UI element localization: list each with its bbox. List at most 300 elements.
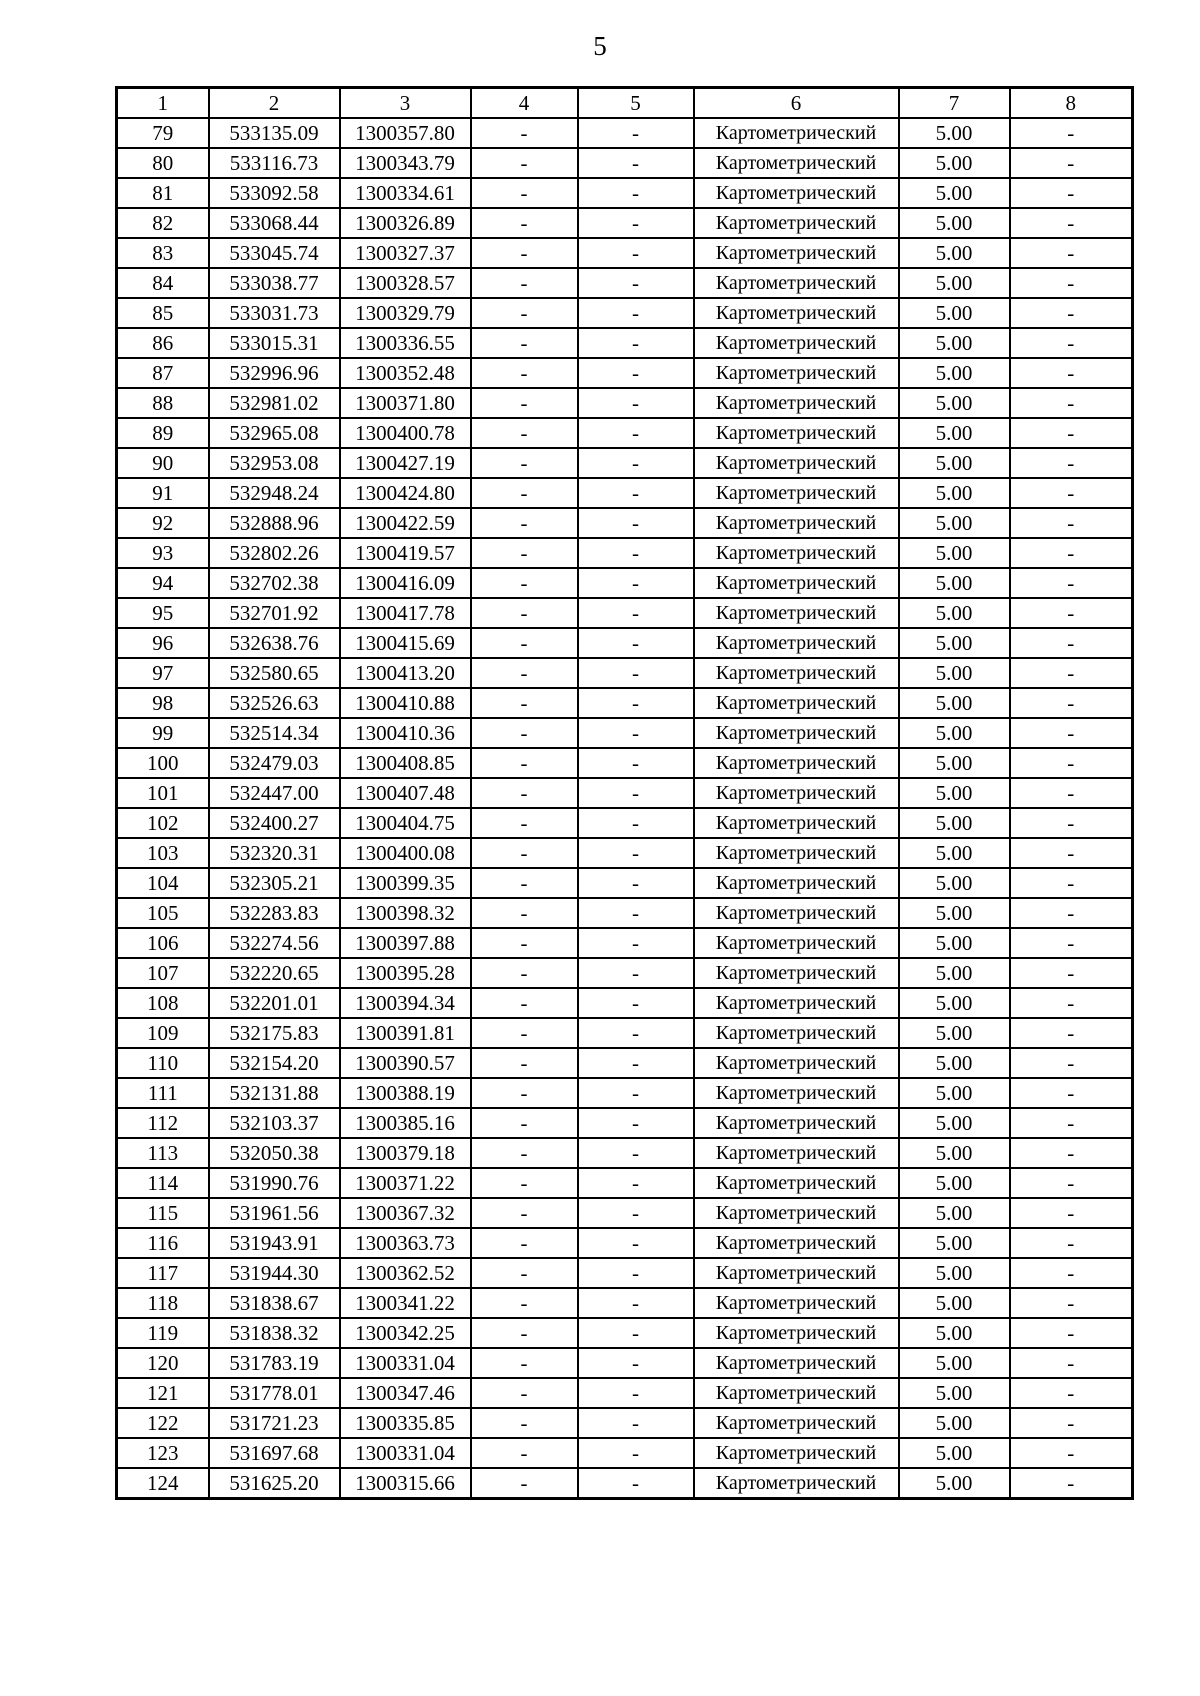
table-row bbox=[117, 1228, 1133, 1258]
cell-accuracy: 5.00 bbox=[899, 1168, 1010, 1198]
cell-col-5: - bbox=[578, 1108, 694, 1138]
cell-point-number: 95 bbox=[117, 598, 209, 628]
cell-point-number: 84 bbox=[117, 268, 209, 298]
cell-coord-x: 531778.01 bbox=[209, 1378, 340, 1408]
cell-accuracy: 5.00 bbox=[899, 298, 1010, 328]
table-row bbox=[117, 658, 1133, 688]
cell-coord-x: 532154.20 bbox=[209, 1048, 340, 1078]
table-row bbox=[117, 238, 1133, 268]
cell-coord-x: 533116.73 bbox=[209, 148, 340, 178]
cell-col-8: - bbox=[1010, 328, 1133, 358]
cell-accuracy: 5.00 bbox=[899, 1468, 1010, 1499]
cell-coord-y: 1300400.78 bbox=[340, 418, 471, 448]
cell-method: Картометрический bbox=[694, 1258, 899, 1288]
cell-coord-x: 531838.32 bbox=[209, 1318, 340, 1348]
table-row bbox=[117, 748, 1133, 778]
cell-point-number: 80 bbox=[117, 148, 209, 178]
column-header: 8 bbox=[1010, 88, 1133, 119]
cell-col-5: - bbox=[578, 238, 694, 268]
cell-point-number: 97 bbox=[117, 658, 209, 688]
cell-col-5: - bbox=[578, 478, 694, 508]
table-row bbox=[117, 1438, 1133, 1468]
cell-col-5: - bbox=[578, 1348, 694, 1378]
cell-point-number: 122 bbox=[117, 1408, 209, 1438]
cell-coord-y: 1300390.57 bbox=[340, 1048, 471, 1078]
cell-col-5: - bbox=[578, 658, 694, 688]
cell-coord-y: 1300328.57 bbox=[340, 268, 471, 298]
table-row bbox=[117, 838, 1133, 868]
cell-col-5: - bbox=[578, 1138, 694, 1168]
cell-point-number: 117 bbox=[117, 1258, 209, 1288]
cell-point-number: 96 bbox=[117, 628, 209, 658]
table-row bbox=[117, 178, 1133, 208]
cell-point-number: 101 bbox=[117, 778, 209, 808]
cell-accuracy: 5.00 bbox=[899, 418, 1010, 448]
cell-point-number: 114 bbox=[117, 1168, 209, 1198]
cell-point-number: 92 bbox=[117, 508, 209, 538]
cell-accuracy: 5.00 bbox=[899, 508, 1010, 538]
cell-col-5: - bbox=[578, 508, 694, 538]
cell-coord-x: 532131.88 bbox=[209, 1078, 340, 1108]
cell-accuracy: 5.00 bbox=[899, 1048, 1010, 1078]
cell-coord-x: 531961.56 bbox=[209, 1198, 340, 1228]
cell-method: Картометрический bbox=[694, 868, 899, 898]
cell-col-8: - bbox=[1010, 1198, 1133, 1228]
cell-point-number: 81 bbox=[117, 178, 209, 208]
cell-accuracy: 5.00 bbox=[899, 328, 1010, 358]
cell-col-8: - bbox=[1010, 148, 1133, 178]
cell-col-5: - bbox=[578, 598, 694, 628]
cell-coord-y: 1300417.78 bbox=[340, 598, 471, 628]
cell-col-4: - bbox=[471, 778, 578, 808]
cell-col-4: - bbox=[471, 1258, 578, 1288]
cell-method: Картометрический bbox=[694, 598, 899, 628]
cell-col-4: - bbox=[471, 478, 578, 508]
cell-col-8: - bbox=[1010, 1438, 1133, 1468]
table-row bbox=[117, 568, 1133, 598]
cell-col-4: - bbox=[471, 1168, 578, 1198]
cell-col-4: - bbox=[471, 658, 578, 688]
cell-coord-x: 533068.44 bbox=[209, 208, 340, 238]
cell-col-5: - bbox=[578, 928, 694, 958]
cell-col-8: - bbox=[1010, 1108, 1133, 1138]
cell-accuracy: 5.00 bbox=[899, 1108, 1010, 1138]
cell-accuracy: 5.00 bbox=[899, 1348, 1010, 1378]
cell-coord-y: 1300410.36 bbox=[340, 718, 471, 748]
cell-coord-x: 532526.63 bbox=[209, 688, 340, 718]
cell-coord-y: 1300410.88 bbox=[340, 688, 471, 718]
cell-coord-y: 1300404.75 bbox=[340, 808, 471, 838]
cell-col-8: - bbox=[1010, 478, 1133, 508]
cell-point-number: 103 bbox=[117, 838, 209, 868]
cell-coord-y: 1300334.61 bbox=[340, 178, 471, 208]
cell-col-5: - bbox=[578, 118, 694, 148]
cell-method: Картометрический bbox=[694, 988, 899, 1018]
cell-col-5: - bbox=[578, 538, 694, 568]
table-row bbox=[117, 1138, 1133, 1168]
cell-col-5: - bbox=[578, 808, 694, 838]
cell-col-8: - bbox=[1010, 238, 1133, 268]
table-row bbox=[117, 928, 1133, 958]
cell-point-number: 111 bbox=[117, 1078, 209, 1108]
cell-point-number: 105 bbox=[117, 898, 209, 928]
cell-coord-x: 532220.65 bbox=[209, 958, 340, 988]
cell-method: Картометрический bbox=[694, 1408, 899, 1438]
cell-method: Картометрический bbox=[694, 748, 899, 778]
cell-accuracy: 5.00 bbox=[899, 358, 1010, 388]
cell-col-5: - bbox=[578, 958, 694, 988]
cell-coord-x: 532996.96 bbox=[209, 358, 340, 388]
cell-point-number: 82 bbox=[117, 208, 209, 238]
cell-method: Картометрический bbox=[694, 508, 899, 538]
cell-coord-x: 533015.31 bbox=[209, 328, 340, 358]
cell-col-8: - bbox=[1010, 1348, 1133, 1378]
table-row bbox=[117, 1378, 1133, 1408]
cell-col-4: - bbox=[471, 1108, 578, 1138]
cell-point-number: 87 bbox=[117, 358, 209, 388]
cell-accuracy: 5.00 bbox=[899, 568, 1010, 598]
cell-col-8: - bbox=[1010, 358, 1133, 388]
cell-coord-y: 1300419.57 bbox=[340, 538, 471, 568]
table-row bbox=[117, 208, 1133, 238]
cell-coord-y: 1300407.48 bbox=[340, 778, 471, 808]
cell-coord-y: 1300367.32 bbox=[340, 1198, 471, 1228]
cell-col-5: - bbox=[578, 1168, 694, 1198]
cell-coord-y: 1300331.04 bbox=[340, 1348, 471, 1378]
cell-coord-x: 532580.65 bbox=[209, 658, 340, 688]
cell-coord-y: 1300427.19 bbox=[340, 448, 471, 478]
cell-col-5: - bbox=[578, 358, 694, 388]
table-row bbox=[117, 598, 1133, 628]
cell-coord-y: 1300352.48 bbox=[340, 358, 471, 388]
cell-col-8: - bbox=[1010, 958, 1133, 988]
cell-coord-x: 533045.74 bbox=[209, 238, 340, 268]
cell-col-8: - bbox=[1010, 718, 1133, 748]
cell-accuracy: 5.00 bbox=[899, 178, 1010, 208]
cell-col-5: - bbox=[578, 988, 694, 1018]
cell-col-4: - bbox=[471, 268, 578, 298]
cell-col-5: - bbox=[578, 1288, 694, 1318]
cell-col-8: - bbox=[1010, 1078, 1133, 1108]
cell-col-8: - bbox=[1010, 568, 1133, 598]
cell-col-5: - bbox=[578, 1408, 694, 1438]
cell-col-5: - bbox=[578, 388, 694, 418]
cell-col-5: - bbox=[578, 1018, 694, 1048]
cell-coord-x: 532103.37 bbox=[209, 1108, 340, 1138]
cell-coord-y: 1300327.37 bbox=[340, 238, 471, 268]
table-row bbox=[117, 118, 1133, 148]
cell-point-number: 106 bbox=[117, 928, 209, 958]
cell-col-8: - bbox=[1010, 448, 1133, 478]
cell-point-number: 91 bbox=[117, 478, 209, 508]
cell-col-8: - bbox=[1010, 748, 1133, 778]
cell-accuracy: 5.00 bbox=[899, 1408, 1010, 1438]
table-row bbox=[117, 1408, 1133, 1438]
cell-col-5: - bbox=[578, 718, 694, 748]
table-row bbox=[117, 1348, 1133, 1378]
cell-col-4: - bbox=[471, 1018, 578, 1048]
cell-method: Картометрический bbox=[694, 718, 899, 748]
cell-col-8: - bbox=[1010, 1258, 1133, 1288]
cell-col-5: - bbox=[578, 1318, 694, 1348]
table-row bbox=[117, 448, 1133, 478]
cell-accuracy: 5.00 bbox=[899, 1438, 1010, 1468]
cell-coord-y: 1300342.25 bbox=[340, 1318, 471, 1348]
header-row bbox=[117, 88, 1133, 119]
cell-col-4: - bbox=[471, 298, 578, 328]
cell-coord-x: 532965.08 bbox=[209, 418, 340, 448]
cell-coord-x: 531943.91 bbox=[209, 1228, 340, 1258]
cell-coord-x: 531990.76 bbox=[209, 1168, 340, 1198]
cell-col-5: - bbox=[578, 148, 694, 178]
cell-coord-y: 1300395.28 bbox=[340, 958, 471, 988]
cell-col-4: - bbox=[471, 628, 578, 658]
cell-method: Картометрический bbox=[694, 628, 899, 658]
cell-method: Картометрический bbox=[694, 898, 899, 928]
table-row bbox=[117, 1198, 1133, 1228]
table-row bbox=[117, 718, 1133, 748]
table-row bbox=[117, 958, 1133, 988]
cell-accuracy: 5.00 bbox=[899, 1198, 1010, 1228]
cell-coord-x: 532948.24 bbox=[209, 478, 340, 508]
cell-col-4: - bbox=[471, 1288, 578, 1318]
cell-accuracy: 5.00 bbox=[899, 748, 1010, 778]
cell-coord-x: 532320.31 bbox=[209, 838, 340, 868]
table-row bbox=[117, 778, 1133, 808]
cell-coord-x: 533031.73 bbox=[209, 298, 340, 328]
cell-coord-y: 1300315.66 bbox=[340, 1468, 471, 1499]
cell-point-number: 121 bbox=[117, 1378, 209, 1408]
cell-col-4: - bbox=[471, 598, 578, 628]
cell-accuracy: 5.00 bbox=[899, 208, 1010, 238]
cell-col-8: - bbox=[1010, 868, 1133, 898]
cell-method: Картометрический bbox=[694, 778, 899, 808]
cell-coord-y: 1300397.88 bbox=[340, 928, 471, 958]
cell-coord-x: 533135.09 bbox=[209, 118, 340, 148]
cell-coord-x: 533038.77 bbox=[209, 268, 340, 298]
cell-col-5: - bbox=[578, 268, 694, 298]
cell-method: Картометрический bbox=[694, 388, 899, 418]
cell-point-number: 113 bbox=[117, 1138, 209, 1168]
cell-col-8: - bbox=[1010, 658, 1133, 688]
table-row bbox=[117, 358, 1133, 388]
cell-accuracy: 5.00 bbox=[899, 1018, 1010, 1048]
cell-col-8: - bbox=[1010, 1138, 1133, 1168]
cell-accuracy: 5.00 bbox=[899, 268, 1010, 298]
cell-coord-y: 1300413.20 bbox=[340, 658, 471, 688]
column-header: 6 bbox=[694, 88, 899, 119]
cell-coord-y: 1300326.89 bbox=[340, 208, 471, 238]
cell-point-number: 85 bbox=[117, 298, 209, 328]
cell-coord-x: 532981.02 bbox=[209, 388, 340, 418]
cell-coord-x: 531944.30 bbox=[209, 1258, 340, 1288]
table-row bbox=[117, 418, 1133, 448]
cell-accuracy: 5.00 bbox=[899, 1258, 1010, 1288]
table-row bbox=[117, 508, 1133, 538]
cell-point-number: 112 bbox=[117, 1108, 209, 1138]
cell-method: Картометрический bbox=[694, 118, 899, 148]
cell-method: Картометрический bbox=[694, 538, 899, 568]
cell-method: Картометрический bbox=[694, 1378, 899, 1408]
cell-accuracy: 5.00 bbox=[899, 838, 1010, 868]
cell-point-number: 107 bbox=[117, 958, 209, 988]
cell-accuracy: 5.00 bbox=[899, 1288, 1010, 1318]
cell-method: Картометрический bbox=[694, 1228, 899, 1258]
cell-coord-x: 532050.38 bbox=[209, 1138, 340, 1168]
cell-col-4: - bbox=[471, 1438, 578, 1468]
cell-col-4: - bbox=[471, 808, 578, 838]
cell-point-number: 119 bbox=[117, 1318, 209, 1348]
cell-point-number: 120 bbox=[117, 1348, 209, 1378]
cell-coord-y: 1300385.16 bbox=[340, 1108, 471, 1138]
cell-col-8: - bbox=[1010, 268, 1133, 298]
cell-method: Картометрический bbox=[694, 1018, 899, 1048]
table-row bbox=[117, 1258, 1133, 1288]
cell-point-number: 99 bbox=[117, 718, 209, 748]
cell-col-8: - bbox=[1010, 598, 1133, 628]
cell-accuracy: 5.00 bbox=[899, 988, 1010, 1018]
cell-coord-x: 532702.38 bbox=[209, 568, 340, 598]
cell-col-8: - bbox=[1010, 1018, 1133, 1048]
cell-col-5: - bbox=[578, 868, 694, 898]
cell-col-8: - bbox=[1010, 808, 1133, 838]
cell-method: Картометрический bbox=[694, 208, 899, 238]
cell-col-4: - bbox=[471, 928, 578, 958]
cell-accuracy: 5.00 bbox=[899, 478, 1010, 508]
cell-accuracy: 5.00 bbox=[899, 1378, 1010, 1408]
cell-method: Картометрический bbox=[694, 688, 899, 718]
cell-point-number: 100 bbox=[117, 748, 209, 778]
cell-accuracy: 5.00 bbox=[899, 778, 1010, 808]
cell-method: Картометрический bbox=[694, 928, 899, 958]
cell-col-4: - bbox=[471, 208, 578, 238]
cell-col-8: - bbox=[1010, 1168, 1133, 1198]
cell-coord-y: 1300336.55 bbox=[340, 328, 471, 358]
cell-col-8: - bbox=[1010, 298, 1133, 328]
cell-col-8: - bbox=[1010, 898, 1133, 928]
cell-coord-y: 1300416.09 bbox=[340, 568, 471, 598]
cell-point-number: 123 bbox=[117, 1438, 209, 1468]
cell-coord-y: 1300357.80 bbox=[340, 118, 471, 148]
cell-col-4: - bbox=[471, 118, 578, 148]
column-header: 7 bbox=[899, 88, 1010, 119]
cell-col-4: - bbox=[471, 538, 578, 568]
cell-coord-x: 532802.26 bbox=[209, 538, 340, 568]
table-row bbox=[117, 298, 1133, 328]
column-header: 2 bbox=[209, 88, 340, 119]
cell-col-4: - bbox=[471, 1228, 578, 1258]
cell-col-5: - bbox=[578, 418, 694, 448]
cell-col-4: - bbox=[471, 1318, 578, 1348]
cell-col-8: - bbox=[1010, 988, 1133, 1018]
cell-accuracy: 5.00 bbox=[899, 808, 1010, 838]
cell-point-number: 79 bbox=[117, 118, 209, 148]
cell-coord-x: 531838.67 bbox=[209, 1288, 340, 1318]
cell-coord-x: 531625.20 bbox=[209, 1468, 340, 1499]
cell-coord-y: 1300422.59 bbox=[340, 508, 471, 538]
cell-col-5: - bbox=[578, 1228, 694, 1258]
table-row bbox=[117, 328, 1133, 358]
table-row bbox=[117, 1018, 1133, 1048]
cell-method: Картометрический bbox=[694, 178, 899, 208]
cell-col-8: - bbox=[1010, 418, 1133, 448]
table-row bbox=[117, 988, 1133, 1018]
table-row bbox=[117, 1468, 1133, 1499]
cell-col-4: - bbox=[471, 958, 578, 988]
cell-method: Картометрический bbox=[694, 1168, 899, 1198]
table-row bbox=[117, 388, 1133, 418]
cell-method: Картометрический bbox=[694, 808, 899, 838]
table-row bbox=[117, 1048, 1133, 1078]
table-row bbox=[117, 868, 1133, 898]
cell-coord-y: 1300335.85 bbox=[340, 1408, 471, 1438]
cell-point-number: 104 bbox=[117, 868, 209, 898]
cell-method: Картометрический bbox=[694, 298, 899, 328]
cell-method: Картометрический bbox=[694, 148, 899, 178]
cell-col-5: - bbox=[578, 1078, 694, 1108]
cell-method: Картометрический bbox=[694, 238, 899, 268]
cell-point-number: 108 bbox=[117, 988, 209, 1018]
cell-accuracy: 5.00 bbox=[899, 868, 1010, 898]
table-row bbox=[117, 268, 1133, 298]
cell-col-4: - bbox=[471, 1198, 578, 1228]
cell-col-4: - bbox=[471, 1468, 578, 1499]
cell-accuracy: 5.00 bbox=[899, 958, 1010, 988]
cell-col-8: - bbox=[1010, 538, 1133, 568]
column-header: 4 bbox=[471, 88, 578, 119]
cell-method: Картометрический bbox=[694, 1288, 899, 1318]
cell-col-4: - bbox=[471, 898, 578, 928]
cell-method: Картометрический bbox=[694, 328, 899, 358]
cell-col-5: - bbox=[578, 298, 694, 328]
cell-coord-x: 532888.96 bbox=[209, 508, 340, 538]
cell-accuracy: 5.00 bbox=[899, 688, 1010, 718]
table-row bbox=[117, 1168, 1133, 1198]
cell-coord-y: 1300379.18 bbox=[340, 1138, 471, 1168]
cell-accuracy: 5.00 bbox=[899, 1318, 1010, 1348]
cell-col-8: - bbox=[1010, 1228, 1133, 1258]
cell-col-5: - bbox=[578, 748, 694, 778]
cell-point-number: 98 bbox=[117, 688, 209, 718]
cell-coord-x: 532638.76 bbox=[209, 628, 340, 658]
cell-col-8: - bbox=[1010, 688, 1133, 718]
cell-col-4: - bbox=[471, 448, 578, 478]
table-row bbox=[117, 808, 1133, 838]
cell-col-5: - bbox=[578, 778, 694, 808]
cell-col-4: - bbox=[471, 1378, 578, 1408]
cell-col-4: - bbox=[471, 178, 578, 208]
cell-col-8: - bbox=[1010, 1048, 1133, 1078]
table-row bbox=[117, 688, 1133, 718]
cell-col-5: - bbox=[578, 1258, 694, 1288]
cell-col-5: - bbox=[578, 1468, 694, 1499]
cell-point-number: 124 bbox=[117, 1468, 209, 1499]
cell-col-4: - bbox=[471, 418, 578, 448]
table-row bbox=[117, 148, 1133, 178]
cell-method: Картометрический bbox=[694, 448, 899, 478]
column-header: 5 bbox=[578, 88, 694, 119]
cell-col-4: - bbox=[471, 1138, 578, 1168]
cell-col-4: - bbox=[471, 328, 578, 358]
cell-coord-y: 1300388.19 bbox=[340, 1078, 471, 1108]
cell-col-4: - bbox=[471, 568, 578, 598]
cell-accuracy: 5.00 bbox=[899, 1138, 1010, 1168]
cell-col-8: - bbox=[1010, 508, 1133, 538]
cell-col-5: - bbox=[578, 838, 694, 868]
cell-col-5: - bbox=[578, 328, 694, 358]
cell-accuracy: 5.00 bbox=[899, 238, 1010, 268]
cell-col-8: - bbox=[1010, 1288, 1133, 1318]
